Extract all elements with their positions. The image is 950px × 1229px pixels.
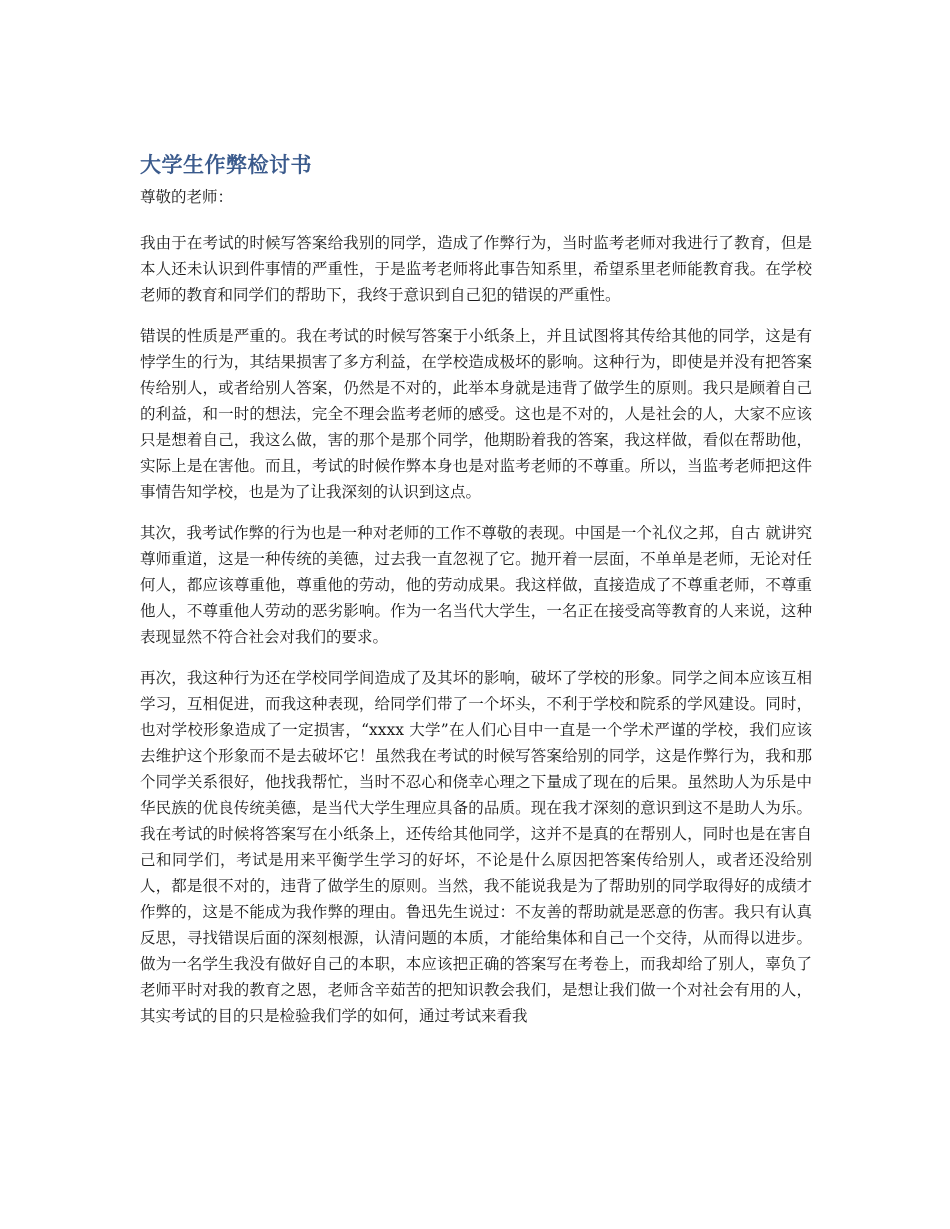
paragraph-2: 错误的性质是严重的。我在考试的时候写答案于小纸条上，并且试图将其传给其他的同学，这是有悖学生的行为，其结果损害了多方利益，在学校造成极坏的影响。这种行为，即使是并没有把答案传给别人，或者给别人答案，仍然是不对的，此举本身就是违背了做学生的原则。我只是顾着自己的利益，和一时的想法，完全不理会监考老师的感受。这也是不对的，人是社会的人，大家不应该只是想着自己，我这么做，害的那个是那个同学，他期盼着我的答案，我这样做，看似在帮助他，实际上是在害他。而且，考试的时候作弊本身也是对监考老师的不尊重。所以，当监考老师把这件事情告知学校，也是为了让我深刻的认识到这点。 (140, 327, 812, 501)
salutation: 尊敬的老师： (140, 188, 234, 206)
paragraph-3: 其次，我考试作弊的行为也是一种对老师的工作不尊敬的表现。中国是一个礼仪之邦，自古 就讲究尊师重道，这是一种传统的美德，过去我一直忽视了它。抛开着一层面，不单单是老师，无论对任何人，都应该尊重他，尊重他的劳动，他的劳动成果。我这样做，直接造成了不尊重老师，不尊重他人，不尊重他人劳动的恶劣影响。作为一名当代大学生，一名正在接受高等教育的人来说，这种表现显然不符合社会对我们的要求。 (140, 524, 812, 646)
paragraph-4: 再次，我这种行为还在学校同学间造成了及其坏的影响，破坏了学校的形象。同学之间本应该互相学习，互相促进，而我这种表现，给同学们带了一个坏头，不利于学校和院系的学风建设。同时，也对学校形象造成了一定损害，“xxxx 大学”在人们心目中一直是一个学术严谨的学校，我们应该去维护这个形象而不是去破坏它！虽然我在考试的时候写答案给别的同学，这是作弊行为，我和那个同学关系很好，他找我帮忙，当时不忍心和侥幸心理之下量成了现在的后果。虽然助人为乐是中华民族的优良传统美德，是当代大学生理应具备的品质。现在我才深刻的意识到这不是助人为乐。我在考试的时候将答案写在小纸条上，还传给其他同学，这并不是真的在帮别人，同时也是在害自己和同学们，考试是用来平衡学生学习的好坏，不论是什么原因把答案传给别人，或者还没给别人，都是很不对的，违背了做学生的原则。当然，我不能说我是为了帮助别的同学取得好的成绩才作弊的，这是不能成为我作弊的理由。鲁迅先生说过：不友善的帮助就是恶意的伤害。我只有认真反思，寻找错误后面的深刻根源，认清问题的本质，才能给集体和自己一个交待，从而得以进步。做为一名学生我没有做好自己的本职，本应该把正确的答案写在考卷上，而我却给了别人，辜负了老师平时对我的教育之恩，老师含辛茹苦的把知识教会我们，是想让我们做一个对社会有用的人，其实考试的目的只是检验我们学的如何，通过考试来看我 (140, 669, 812, 1025)
paragraph-1: 我由于在考试的时候写答案给我别的同学，造成了作弊行为，当时监考老师对我进行了教育，但是本人还未认识到件事情的严重性，于是监考老师将此事告知系里，希望系里老师能教育我。在学校老师的教育和同学们的帮助下，我终于意识到自己犯的错误的严重性。 (140, 234, 812, 304)
document-title: 大学生作弊检讨书 (140, 153, 312, 177)
document-page (140, 150, 812, 1044)
